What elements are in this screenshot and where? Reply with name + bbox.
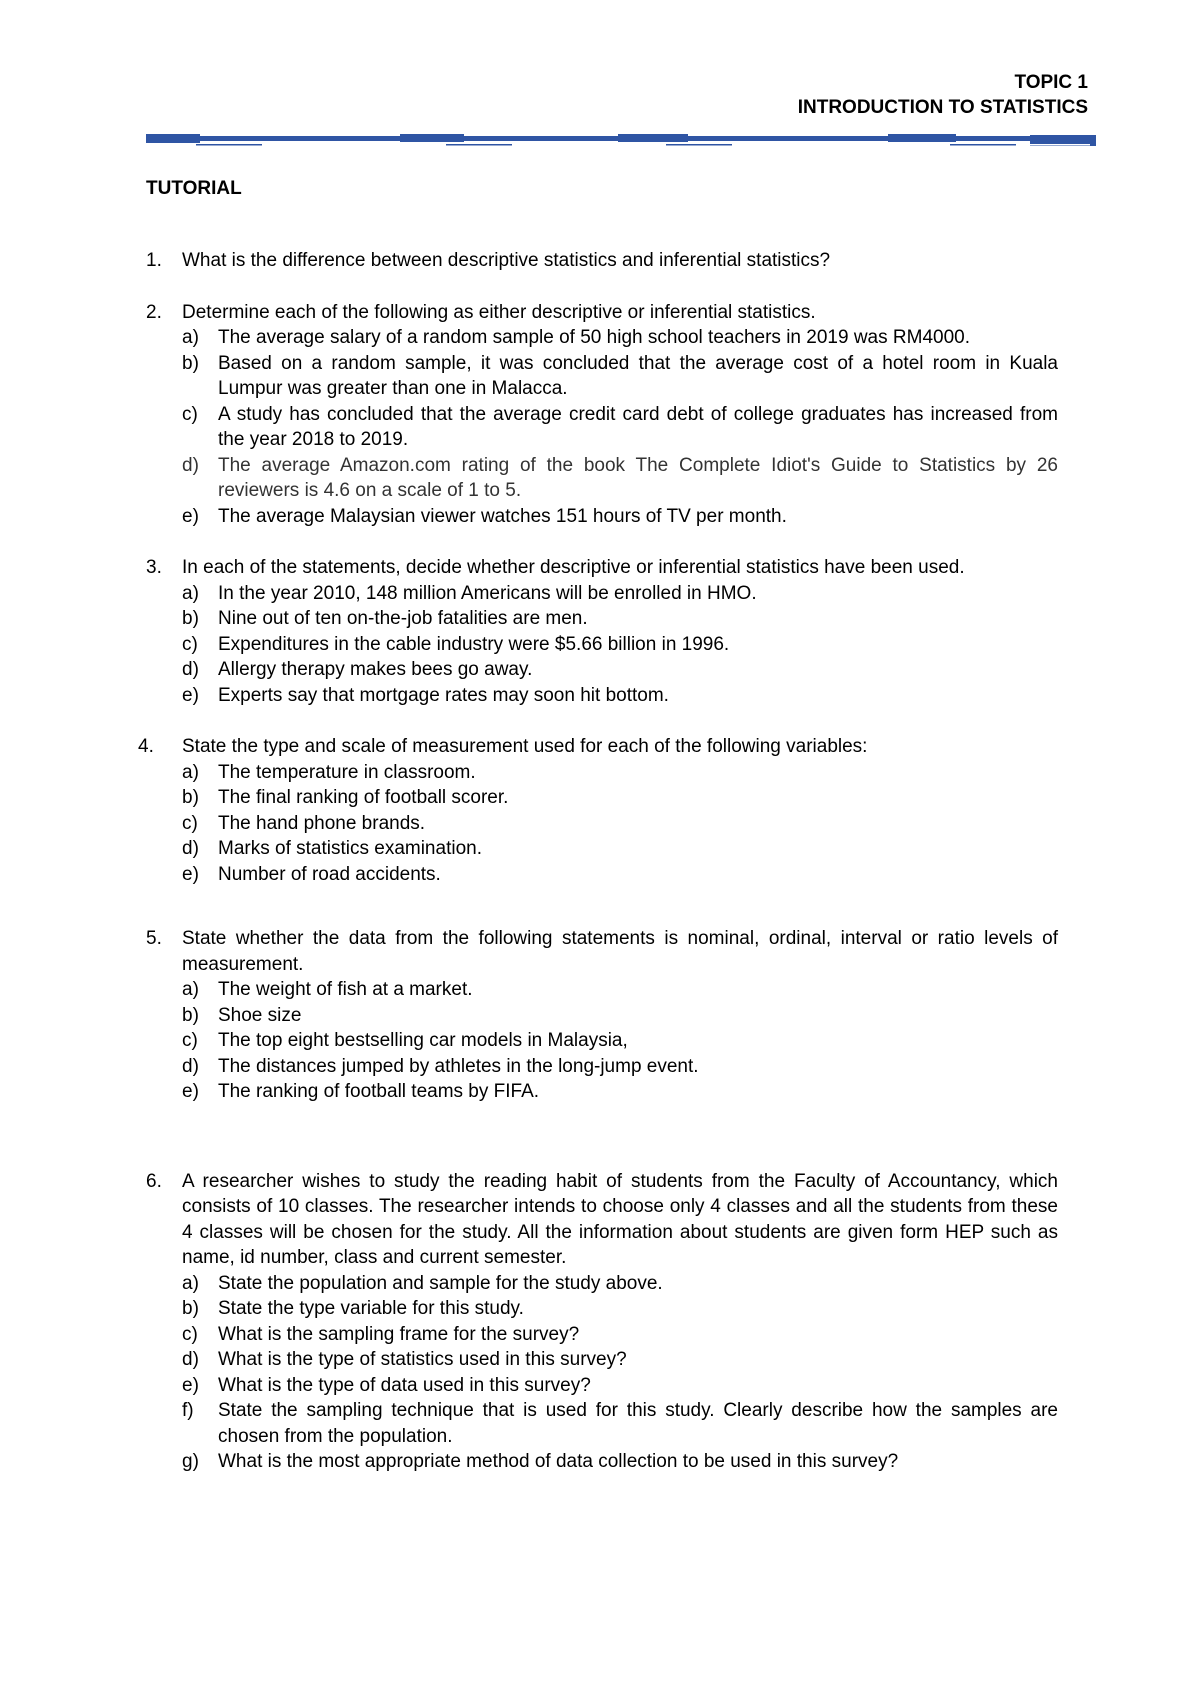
sub-question-label: b) [182, 352, 199, 374]
question-number: 5. [146, 928, 162, 949]
sub-question-label: e) [182, 863, 199, 885]
question-text: What is the difference between descriptive statistics and inferential statistics? [182, 250, 831, 271]
sub-question-label: a) [182, 327, 199, 348]
sub-question [182, 351, 1058, 402]
sub-question-label: b) [182, 1004, 199, 1026]
sub-question-text: The average Malaysian viewer watches 151 hours of TV per month. [218, 505, 787, 527]
sub-question [182, 453, 1058, 504]
sub-question [182, 1398, 1058, 1449]
sub-question [182, 977, 1058, 1003]
sub-question [182, 862, 1058, 888]
question-6 [146, 1169, 1058, 1475]
sub-question-label: b) [182, 1298, 199, 1319]
sub-question-text: The hand phone brands. [218, 812, 426, 834]
question-3 [146, 555, 1058, 708]
sub-question-text: State the sampling technique that is used for this study. Clearly describe how the samples are chosen from the population. [218, 1400, 1058, 1447]
sub-question [182, 1296, 1058, 1322]
sub-question-text: Based on a random sample, it was concluded that the average cost of a hotel room in Kuala Lumpur was greater than one in Malacca. [218, 352, 1058, 399]
sub-question-label: b) [182, 608, 199, 629]
question-number: 4. [138, 736, 154, 757]
sub-question-label: d) [182, 1349, 199, 1370]
sub-question-text: The temperature in classroom. [218, 761, 476, 783]
sub-question-text: In the year 2010, 148 million Americans will be enrolled in HMO. [218, 582, 757, 604]
question-list [138, 248, 1058, 1475]
sub-question [182, 1271, 1058, 1297]
sub-question [182, 1003, 1058, 1029]
sub-question [182, 325, 1058, 351]
sub-question-text: State the population and sample for the study above. [218, 1272, 663, 1294]
sub-question-label: c) [182, 633, 198, 655]
sub-question-text: The weight of fish at a market. [218, 979, 473, 1000]
question-number: 6. [146, 1170, 162, 1192]
page-header [798, 70, 1088, 120]
sub-question-text: Nine out of ten on-the-job fatalities are men. [218, 608, 588, 629]
sub-question [182, 1054, 1058, 1080]
sub-question-text: The ranking of football teams by FIFA. [218, 1081, 540, 1102]
sub-question-text: The average salary of a random sample of 50 high school teachers in 2019 was RM4000. [218, 327, 970, 348]
question-text: In each of the statements, decide whether descriptive or inferential statistics have been used. [182, 557, 965, 578]
sub-question-label: d) [182, 659, 199, 680]
sub-question [182, 836, 1058, 862]
sub-question-list [182, 760, 1058, 888]
sub-question-label: g) [182, 1451, 199, 1472]
topic-title: INTRODUCTION TO STATISTICS [797, 97, 1088, 118]
header-divider-rule [146, 133, 1096, 147]
sub-question-text: State the type variable for this study. [218, 1298, 524, 1319]
sub-question-label: c) [182, 1323, 198, 1345]
question-number: 3. [146, 557, 162, 578]
sub-question-label: c) [182, 1030, 198, 1051]
sub-question [182, 657, 1058, 683]
sub-question-label: c) [182, 403, 198, 425]
question-5 [146, 926, 1058, 1105]
sub-question-list [182, 1271, 1058, 1475]
sub-question-text: What is the type of statistics used in this survey? [218, 1349, 627, 1370]
sub-question-text: The average Amazon.com rating of the book The Complete Idiot's Guide to Statistics by 26 reviewers is 4.6 on a scale of 1 to 5. [218, 454, 1058, 501]
sub-question-label: a) [182, 1272, 199, 1294]
sub-question-text: Shoe size [218, 1004, 302, 1026]
sub-question [182, 683, 1058, 709]
question-number: 1. [146, 250, 162, 271]
sub-question-label: e) [182, 1081, 199, 1102]
sub-question-label: a) [182, 979, 199, 1000]
sub-question-list [182, 581, 1058, 709]
section-title: TUTORIAL [146, 178, 242, 199]
sub-question-text: What is the type of data used in this survey? [218, 1374, 591, 1396]
sub-question-label: d) [182, 1055, 199, 1077]
sub-question-text: A study has concluded that the average credit card debt of college graduates has increased from the year 2018 to 2019. [218, 403, 1058, 450]
sub-question-label: d) [182, 838, 199, 859]
sub-question [182, 504, 1058, 530]
sub-question-text: Number of road accidents. [218, 863, 441, 885]
sub-question [182, 1449, 1058, 1475]
sub-question-list [182, 325, 1058, 529]
sub-question-text: The final ranking of football scorer. [218, 787, 509, 808]
sub-question [182, 1079, 1058, 1105]
sub-question [182, 581, 1058, 607]
sub-question [182, 1347, 1058, 1373]
sub-question-text: Expenditures in the cable industry were $5.66 billion in 1996. [218, 633, 730, 655]
question-text: State whether the data from the following statements is nominal, ordinal, interval or ratio levels of measurement. [182, 928, 1058, 975]
question-number: 2. [146, 301, 162, 323]
topic-number: TOPIC 1 [1014, 72, 1088, 93]
sub-question-text: Marks of statistics examination. [218, 838, 482, 859]
question-1 [146, 248, 1058, 274]
sub-question [182, 606, 1058, 632]
sub-question-text: Experts say that mortgage rates may soon hit bottom. [218, 684, 669, 706]
sub-question [182, 1028, 1058, 1054]
sub-question [182, 632, 1058, 658]
sub-question [182, 811, 1058, 837]
sub-question-label: a) [182, 761, 199, 783]
sub-question [182, 1373, 1058, 1399]
question-4 [138, 734, 1058, 887]
question-2 [146, 300, 1058, 530]
sub-question-text: What is the sampling frame for the survey? [218, 1323, 580, 1345]
question-text: State the type and scale of measurement used for each of the following variables: [182, 736, 868, 757]
sub-question-list [182, 977, 1058, 1105]
sub-question-label: a) [182, 582, 199, 604]
sub-question-label: e) [182, 684, 199, 706]
sub-question [182, 785, 1058, 811]
sub-question [182, 1322, 1058, 1348]
sub-question-text: What is the most appropriate method of data collection to be used in this survey? [218, 1451, 899, 1472]
sub-question-label: b) [182, 787, 199, 808]
sub-question-text: The top eight bestselling car models in Malaysia, [218, 1030, 628, 1051]
sub-question-label: e) [182, 1374, 199, 1396]
sub-question-text: Allergy therapy makes bees go away. [218, 659, 533, 680]
sub-question [182, 760, 1058, 786]
sub-question-label: e) [182, 505, 199, 527]
sub-question-label: f) [182, 1400, 194, 1421]
sub-question [182, 402, 1058, 453]
sub-question-label: c) [182, 812, 198, 834]
sub-question-text: The distances jumped by athletes in the long-jump event. [218, 1055, 699, 1077]
sub-question-label: d) [182, 454, 199, 476]
question-text: Determine each of the following as either descriptive or inferential statistics. [182, 301, 816, 323]
question-text: A researcher wishes to study the reading habit of students from the Faculty of Accountancy, which consists of 10 classes. The researcher intends to choose only 4 classes and all the students from these 4 classes will be chosen for the study. All the information about students are given form HEP such as name, id number, class and current semester. [182, 1170, 1058, 1268]
